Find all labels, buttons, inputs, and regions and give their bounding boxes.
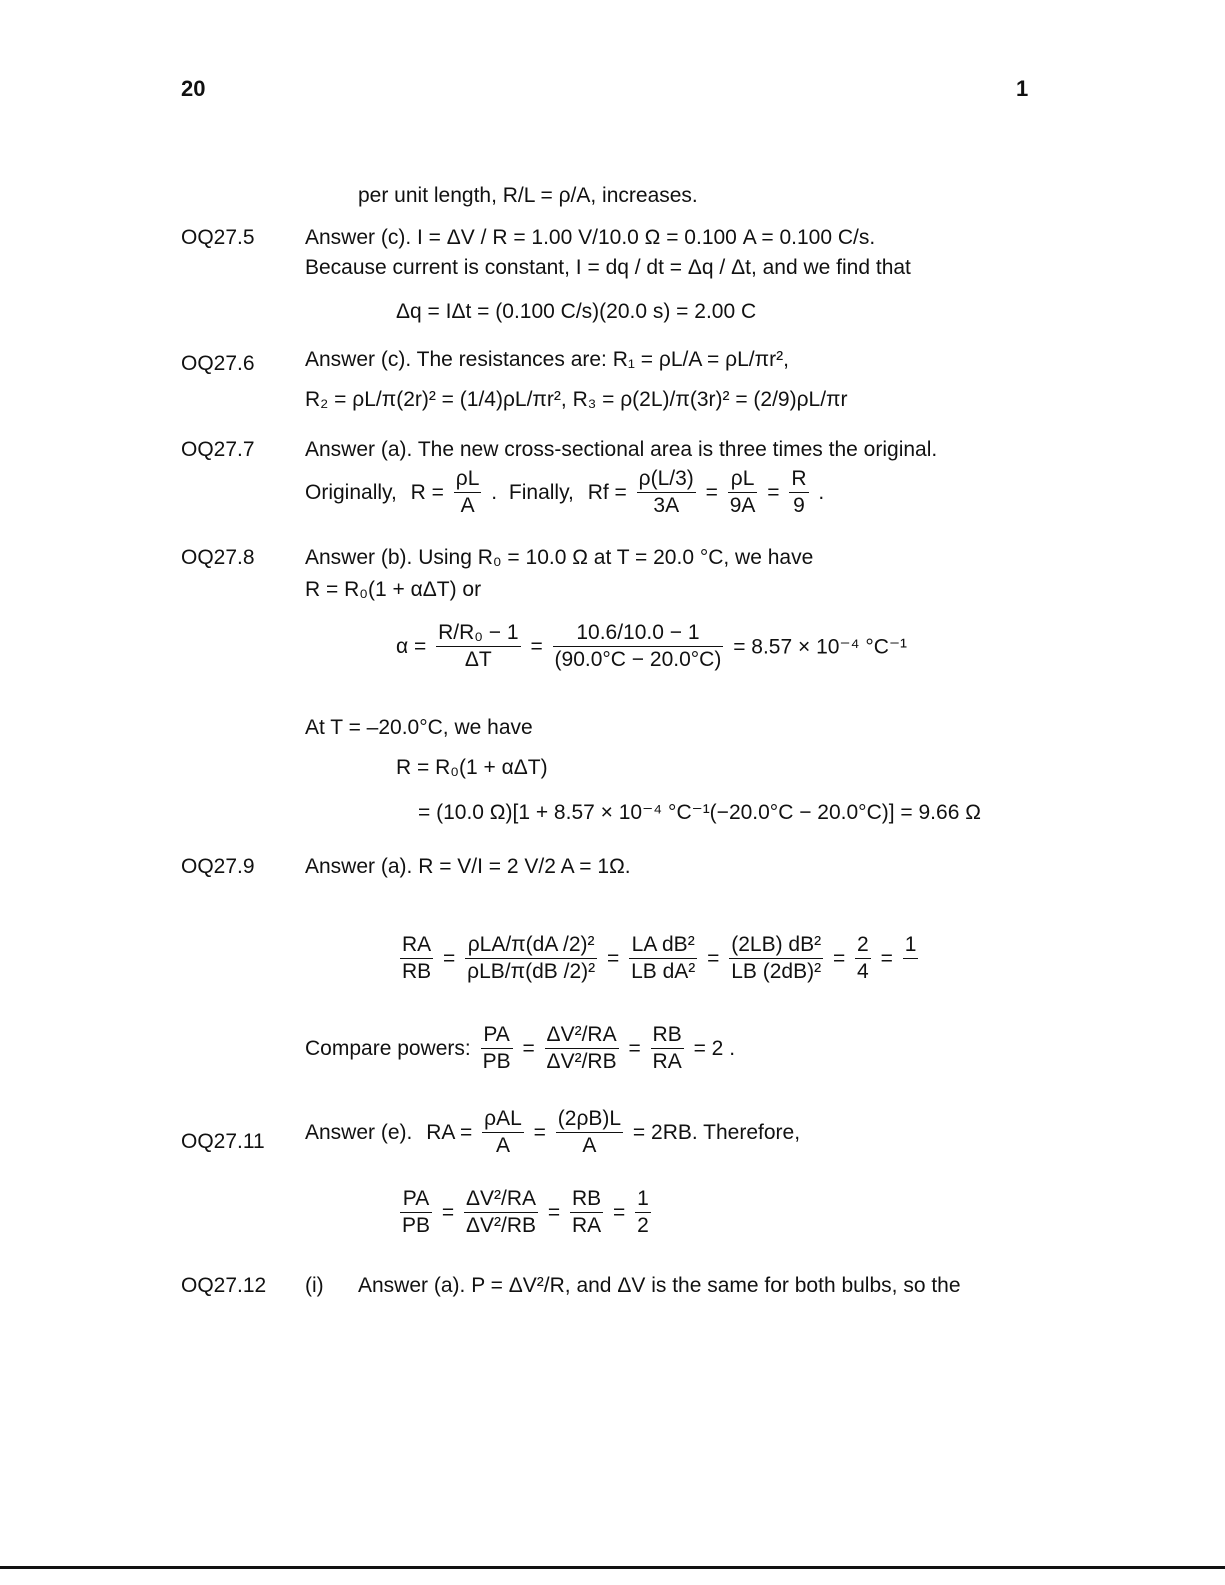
- denominator: LB dA²: [631, 960, 696, 984]
- denominator: 2: [637, 1214, 649, 1238]
- fraction: [556, 1106, 623, 1160]
- eq-lhs: RA =: [426, 1120, 473, 1144]
- equation-row: Originally, R = $\frac{\rho L}{A}$ . Finally, Rf = $\frac{\rho(L/3)}{3A}$ = $\frac{\rho L}{9A}$ = $\frac{R}{9}$ .: [305, 466, 824, 520]
- equation-row: Answer (e). RA = $\frac{\text{ρAL}}{A}$ = $\frac{(2\rho B)L}{A}$ = 2RB. Therefore,: [305, 1106, 800, 1160]
- fraction: [400, 1186, 432, 1240]
- numerator: ΔV²/RA: [464, 1186, 538, 1213]
- numerator: 2: [855, 932, 871, 959]
- fraction: [629, 932, 697, 986]
- answer-text: Answer (b). Using R₀ = 10.0 Ω at T = 20.0 °C, we have: [305, 546, 814, 569]
- equation-row: Compare powers: $\frac{PA}{PB}$ = $\frac{\text{ΔV²/RA}}{\text{ΔV²/RB}}$ = $\frac{RB}{RA}$ = 2 .: [305, 1022, 735, 1076]
- fraction: [553, 620, 724, 674]
- denominator: 9A: [729, 494, 756, 518]
- fraction: [464, 1186, 538, 1240]
- fraction: [728, 466, 758, 520]
- fraction: [482, 1106, 524, 1160]
- denominator: RA: [571, 1214, 602, 1238]
- denominator: [903, 959, 919, 985]
- denominator: A: [582, 1134, 597, 1158]
- numerator: PA: [400, 1186, 432, 1213]
- denominator: PB: [482, 1050, 511, 1074]
- fraction: [903, 932, 919, 986]
- numerator: LA dB²: [629, 932, 697, 959]
- eq-lhs: Rf =: [587, 480, 627, 504]
- numerator: 10.6/10.0 − 1: [553, 620, 724, 647]
- fraction: [436, 620, 521, 674]
- result: = 2 .: [693, 1036, 736, 1060]
- result: = 8.57 × 10⁻⁴ °C⁻¹: [733, 635, 908, 659]
- denominator: A: [460, 494, 475, 518]
- numerator: PA: [481, 1022, 513, 1049]
- text: Originally,: [305, 480, 397, 504]
- numerator: RB: [570, 1186, 603, 1213]
- numerator: (2LB) dB²: [729, 932, 823, 959]
- fraction: [545, 1022, 619, 1076]
- text: = 2RB. Therefore,: [632, 1120, 801, 1144]
- problem-label: OQ27.5: [181, 226, 255, 249]
- answer-text: Answer (a). R = V/I = 2 V/2 A = 1Ω.: [305, 855, 631, 878]
- fraction: [481, 1022, 513, 1076]
- equation-row: $\frac{PA}{PB}$ = $\frac{\text{ΔV²/RA}}{\text{ΔV²/RB}}$ = $\frac{RB}{RA}$ = $\frac{1}{2}$: [396, 1186, 655, 1240]
- denominator: LB (2dB)²: [731, 960, 822, 984]
- numerator: ρL: [728, 466, 758, 493]
- fraction: [400, 932, 433, 986]
- problem-label: OQ27.12: [181, 1274, 267, 1297]
- page-index: 1: [1016, 76, 1029, 101]
- denominator: (90.0°C − 20.0°C): [554, 648, 722, 672]
- equation: = (10.0 Ω)[1 + 8.57 × 10⁻⁴ °C⁻¹(−20.0°C − 20.0°C)] = 9.66 Ω: [418, 801, 981, 824]
- denominator: PB: [402, 1214, 431, 1238]
- problem-label: OQ27.7: [181, 438, 255, 461]
- denominator: RA: [652, 1050, 682, 1074]
- denominator: 4: [857, 960, 869, 984]
- page-bottom-rule: [0, 1566, 1225, 1569]
- eq-lhs: α =: [396, 634, 427, 658]
- fraction: [729, 932, 823, 986]
- numerator: ρ(L/3): [637, 466, 696, 493]
- denominator: 3A: [653, 494, 680, 518]
- fraction: [635, 1186, 651, 1240]
- fraction: [651, 1022, 684, 1076]
- denominator: 9: [793, 494, 805, 518]
- eq-lhs: R =: [410, 480, 444, 504]
- denominator: ρLB/π(dB /2)²: [467, 960, 596, 984]
- fraction: [637, 466, 696, 520]
- fraction: [855, 932, 871, 986]
- answer-text: Answer (a). P = ΔV²/R, and ΔV is the same for both bulbs, so the: [358, 1274, 961, 1297]
- answer-text: Answer (a). The new cross-sectional area is three times the original.: [305, 438, 938, 461]
- answer-text: Because current is constant, I = dq / dt = Δq / Δt, and we find that: [305, 256, 911, 279]
- part-label: (i): [305, 1274, 324, 1297]
- text: Answer (e).: [305, 1120, 413, 1144]
- answer-text: Answer (c). The resistances are: R₁ = ρL/A = ρL/πr²,: [305, 348, 789, 371]
- denominator: ΔV²/RB: [465, 1214, 537, 1238]
- numerator: R: [789, 466, 808, 493]
- numerator: 1: [903, 932, 919, 959]
- page-number: 20: [181, 76, 206, 101]
- equation-row: $\frac{RA}{RB}$ = $\frac{\text{ρLA/π(dA /2)²}}{\text{ρLB/π(dB /2)²}}$ = $\frac{\text{LA dB²}}{\text{LB dA²}}$ = $\frac{\text{(2LB) dB²}}{\text{LB (2dB)²}}$ = $\frac{2}{4}$ = 1: [396, 932, 922, 986]
- problem-label: OQ27.9: [181, 855, 255, 878]
- fraction: [789, 466, 808, 520]
- continuation-text: per unit length, R/L = ρ/A, increases.: [358, 184, 698, 207]
- numerator: R/R₀ − 1: [436, 620, 521, 647]
- text: Compare powers:: [305, 1036, 471, 1060]
- fraction: [570, 1186, 603, 1240]
- equation-row: α = $\frac{\text{R/R₀ − 1}}{\Delta T}$ = $\frac{10.6/10.0 - 1}{(90.0^\circ C - 20.0^\circ C)}$ = 8.57 × 10⁻⁴ °C⁻¹: [396, 620, 907, 674]
- numerator: 1: [635, 1186, 651, 1213]
- equation: R = R₀(1 + αΔT): [396, 756, 548, 779]
- answer-text: Answer (c). I = ΔV / R = 1.00 V/10.0 Ω = 0.100 A = 0.100 C/s.: [305, 226, 876, 249]
- numerator: ρL: [454, 466, 482, 493]
- equation: R = R₀(1 + αΔT) or: [305, 578, 482, 601]
- answer-text: At T = –20.0°C, we have: [305, 716, 533, 739]
- numerator: ΔV²/RA: [545, 1022, 619, 1049]
- denominator: A: [495, 1134, 510, 1158]
- fraction: [465, 932, 597, 986]
- numerator: RB: [651, 1022, 684, 1049]
- denominator: ΔV²/RB: [546, 1050, 617, 1074]
- problem-label: OQ27.11: [181, 1130, 265, 1153]
- equation: R₂ = ρL/π(2r)² = (1/4)ρL/πr², R₃ = ρ(2L)/π(3r)² = (2/9)ρL/πr: [305, 388, 848, 411]
- fraction: [454, 466, 482, 520]
- text: Finally,: [508, 480, 574, 504]
- numerator: ρAL: [482, 1106, 524, 1133]
- numerator: RA: [400, 932, 433, 959]
- problem-label: OQ27.8: [181, 546, 255, 569]
- numerator: ρLA/π(dA /2)²: [465, 932, 597, 959]
- denominator: RB: [402, 960, 432, 984]
- equation: Δq = IΔt = (0.100 C/s)(20.0 s) = 2.00 C: [396, 300, 757, 323]
- problem-label: OQ27.6: [181, 352, 255, 375]
- denominator: ΔT: [464, 648, 492, 672]
- numerator: (2ρB)L: [556, 1106, 623, 1133]
